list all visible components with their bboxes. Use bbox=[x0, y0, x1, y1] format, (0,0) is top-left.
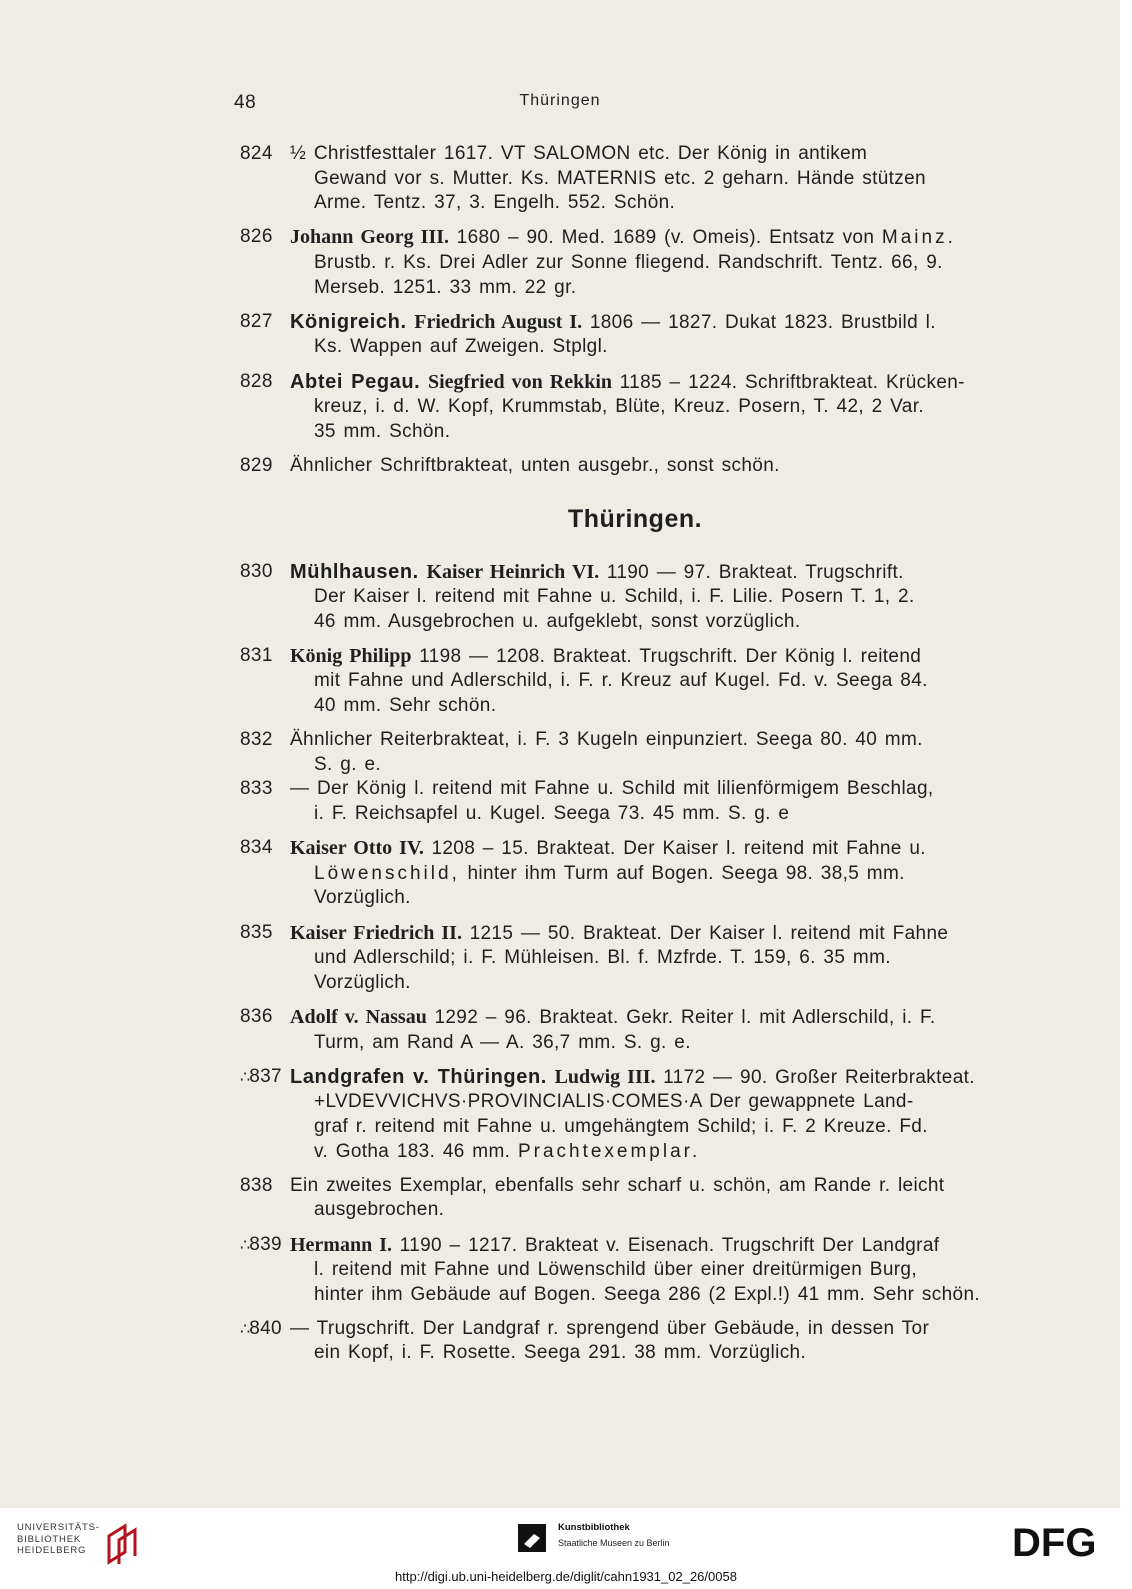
entry-line: — Trugschrift. Der Landgraf r. sprengend über Gebäude, in dessen Tor bbox=[290, 1317, 930, 1339]
spaced-text: Löwenschild, bbox=[314, 862, 460, 884]
entry-number bbox=[240, 1317, 312, 1343]
entry-lead: Kaiser Friedrich II. bbox=[290, 921, 462, 944]
entry-subject: Ludwig III. bbox=[554, 1065, 656, 1088]
entry-line: 1190 — 97. Brakteat. Trugschrift. bbox=[606, 561, 904, 583]
entry-number-value: 840 bbox=[249, 1317, 282, 1339]
permalink-url[interactable]: http://digi.ub.uni-heidelberg.de/diglit/cahn1931_02_26/0058 bbox=[395, 1569, 737, 1584]
catalog-entry bbox=[240, 1233, 1040, 1308]
catalog-entry bbox=[240, 1174, 1040, 1223]
kunstbibliothek-logo[interactable] bbox=[518, 1520, 718, 1560]
entry-line: Turm, am Rand A — A. 36,7 mm. S. g. e. bbox=[314, 1031, 691, 1053]
entry-lead: Hermann I. bbox=[290, 1233, 392, 1256]
entry-line: mit Fahne und Adlerschild, i. F. r. Kreuz auf Kugel. Fd. v. Seega 84. bbox=[314, 670, 928, 692]
entry-line: 1292 – 96. Brakteat. Gekr. Reiter l. mit Adlerschild, i. F. bbox=[434, 1006, 936, 1028]
ub-line: HEIDELBERG bbox=[17, 1545, 87, 1556]
catalog-entry bbox=[240, 1065, 1040, 1164]
catalog-entry bbox=[240, 644, 1040, 719]
entry-line: ausgebrochen. bbox=[314, 1199, 445, 1221]
entry-lead: Johann Georg III. bbox=[290, 226, 450, 249]
entry-line: ein Kopf, i. F. Rosette. Seega 291. 38 mm. Vorzüglich. bbox=[314, 1342, 807, 1364]
entry-line: Merseb. 1251. 33 mm. 22 gr. bbox=[314, 276, 577, 298]
running-title: Thüringen bbox=[519, 92, 601, 109]
entry-line: Ein zweites Exemplar, ebenfalls sehr scharf u. schön, am Rande r. leicht bbox=[290, 1174, 945, 1196]
entry-lead: König Philipp bbox=[290, 644, 412, 667]
illustration-marker-icon: ∴ bbox=[240, 1320, 250, 1338]
entry-number: 833 bbox=[240, 778, 273, 800]
entry-number: 824 bbox=[240, 143, 273, 164]
entry-number: 827 bbox=[240, 310, 273, 332]
entry-lead: Kaiser Otto IV. bbox=[290, 837, 424, 860]
kunstbibliothek-name: Kunstbibliothek bbox=[558, 1522, 630, 1533]
entry-line: S. g. e. bbox=[314, 753, 382, 775]
entry-lead: Königreich. bbox=[290, 310, 407, 333]
entry-number: 826 bbox=[240, 226, 273, 248]
entry-number: 831 bbox=[240, 644, 273, 666]
catalog-entry bbox=[240, 921, 1040, 996]
page-header bbox=[0, 90, 1120, 120]
entry-number: 832 bbox=[240, 729, 273, 751]
entry-line: Ks. Wappen auf Zweigen. Stplgl. bbox=[314, 336, 608, 358]
catalog-body bbox=[240, 142, 1040, 1376]
kunstbibliothek-icon bbox=[518, 1524, 546, 1552]
entry-line: i. F. Reichsapfel u. Kugel. Seega 73. 45 mm. S. g. e bbox=[314, 803, 790, 825]
entry-line: — Der König l. reitend mit Fahne u. Schild mit lilienförmigem Beschlag, bbox=[290, 778, 934, 800]
entry-line: +LVDEVVICHVS·PROVINCIALIS·COMES·A Der gewappnete Land- bbox=[314, 1091, 914, 1113]
entry-lead: Abtei Pegau. bbox=[290, 370, 421, 393]
entry-lead: Mühlhausen. bbox=[290, 560, 419, 583]
entry-line: 1215 — 50. Brakteat. Der Kaiser l. reitend mit Fahne bbox=[469, 922, 949, 944]
catalog-entry bbox=[240, 1005, 1040, 1055]
entry-line: kreuz, i. d. W. Kopf, Krummstab, Blüte, Kreuz. Posern, T. 42, 2 Var. bbox=[314, 396, 924, 418]
viewer-footer bbox=[0, 1508, 1132, 1589]
entry-line: Vorzüglich. bbox=[314, 887, 411, 909]
spaced-text: Prachtexemplar. bbox=[517, 1140, 701, 1162]
ub-line: UNIVERSITÄTS- bbox=[17, 1522, 100, 1533]
entry-line: v. Gotha 183. 46 mm. bbox=[314, 1140, 511, 1162]
entry-line: 1806 — 1827. Dukat 1823. Brustbild l. bbox=[589, 311, 936, 333]
entry-number: 829 bbox=[240, 454, 273, 476]
dfg-logo[interactable] bbox=[1012, 1522, 1112, 1562]
catalog-entry bbox=[240, 728, 1040, 777]
entry-number: 838 bbox=[240, 1174, 273, 1196]
catalog-entry bbox=[240, 370, 1040, 445]
entry-line: und Adlerschild; i. F. Mühleisen. Bl. f. Mzfrde. T. 159, 6. 35 mm. bbox=[314, 947, 891, 969]
entry-line: Arme. Tentz. 37, 3. Engelh. 552. Schön. bbox=[314, 192, 676, 214]
entry-line: hinter ihm Turm auf Bogen. Seega 98. 38,5 mm. bbox=[467, 862, 905, 884]
entry-line: Vorzüglich. bbox=[314, 971, 411, 993]
entry-lead: Landgrafen v. Thüringen. bbox=[290, 1065, 547, 1088]
entry-line: 1185 – 1224. Schriftbrakteat. Krücken- bbox=[619, 371, 965, 393]
entry-line: 46 mm. Ausgebrochen u. aufgeklebt, sonst vorzüglich. bbox=[314, 610, 801, 632]
entry-number: 836 bbox=[240, 1005, 273, 1027]
section-heading: Thüringen. bbox=[567, 504, 703, 533]
kunstbibliothek-subtitle: Staatliche Museen zu Berlin bbox=[558, 1538, 670, 1548]
entry-number: 828 bbox=[240, 370, 273, 392]
catalog-entry bbox=[240, 1317, 1040, 1366]
entry-line: Ähnlicher Reiterbrakteat, i. F. 3 Kugeln einpunziert. Seega 80. 40 mm. bbox=[290, 729, 923, 751]
catalog-entry bbox=[240, 142, 1040, 216]
entry-number-value: 837 bbox=[249, 1065, 282, 1087]
entry-subject: Kaiser Heinrich VI. bbox=[426, 560, 600, 583]
ub-logo-text bbox=[17, 1522, 100, 1557]
entry-number-value: 839 bbox=[249, 1233, 282, 1255]
entry-line: 40 mm. Sehr schön. bbox=[314, 695, 497, 717]
page-number: 48 bbox=[234, 92, 257, 113]
entry-line: Ähnlicher Schriftbrakteat, unten ausgebr., sonst schön. bbox=[290, 454, 780, 476]
entry-line: Der Kaiser l. reitend mit Fahne u. Schild, i. F. Lilie. Posern T. 1, 2. bbox=[314, 586, 915, 608]
ub-logo-icon bbox=[105, 1522, 141, 1566]
ub-heidelberg-logo[interactable] bbox=[17, 1522, 142, 1568]
entry-line: 35 mm. Schön. bbox=[314, 420, 451, 442]
entry-line: graf r. reitend mit Fahne u. umgehängtem Schild; i. F. 2 Kreuze. Fd. bbox=[314, 1115, 928, 1137]
catalog-entry bbox=[240, 454, 1040, 479]
entry-subject: Friedrich August I. bbox=[414, 310, 583, 333]
page-edge bbox=[1120, 0, 1132, 1508]
entry-line: 1680 – 90. Med. 1689 (v. Omeis). Entsatz von bbox=[456, 227, 875, 249]
entry-number: 835 bbox=[240, 921, 273, 943]
catalog-entry bbox=[240, 560, 1040, 635]
illustration-marker-icon: ∴ bbox=[240, 1236, 250, 1254]
entry-lead: Adolf v. Nassau bbox=[290, 1005, 427, 1028]
entry-subject: Siegfried von Rekkin bbox=[427, 370, 613, 393]
entry-line: 1172 — 90. Großer Reiterbrakteat. bbox=[663, 1066, 975, 1088]
catalog-entry bbox=[240, 225, 1040, 300]
ub-line: BIBLIOTHEK bbox=[17, 1533, 81, 1545]
entry-line: Brustb. r. Ks. Drei Adler zur Sonne fliegend. Randschrift. Tentz. 66, 9. bbox=[314, 251, 943, 273]
entry-line: Gewand vor s. Mutter. Ks. MATERNIS etc. 2 geharn. Hände stützen bbox=[314, 167, 926, 189]
entry-number bbox=[240, 1233, 312, 1259]
catalog-entry bbox=[240, 777, 1040, 826]
illustration-marker-icon: ∴ bbox=[240, 1068, 250, 1086]
entry-line: l. reitend mit Fahne und Löwenschild über einer dreitürmigen Burg, bbox=[314, 1259, 917, 1281]
catalog-entry bbox=[240, 836, 1040, 911]
entry-line: 1208 – 15. Brakteat. Der Kaiser l. reitend mit Fahne u. bbox=[431, 838, 926, 860]
entry-line: 1190 – 1217. Brakteat v. Eisenach. Trugschrift Der Landgraf bbox=[399, 1234, 940, 1256]
entry-number bbox=[240, 1065, 312, 1091]
entry-line: hinter ihm Gebäude auf Bogen. Seega 286 (2 Expl.!) 41 mm. Sehr schön. bbox=[314, 1283, 981, 1305]
entry-line: ½ Christfesttaler 1617. VT SALOMON etc. Der König in antikem bbox=[290, 143, 868, 164]
entry-number: 834 bbox=[240, 837, 273, 859]
entry-number: 830 bbox=[240, 560, 273, 582]
catalog-entry bbox=[240, 310, 1040, 360]
entry-line: 1198 — 1208. Brakteat. Trugschrift. Der König l. reitend bbox=[419, 645, 922, 667]
spaced-text: Mainz. bbox=[881, 227, 956, 249]
dfg-logo-text: DFG bbox=[1012, 1522, 1097, 1562]
